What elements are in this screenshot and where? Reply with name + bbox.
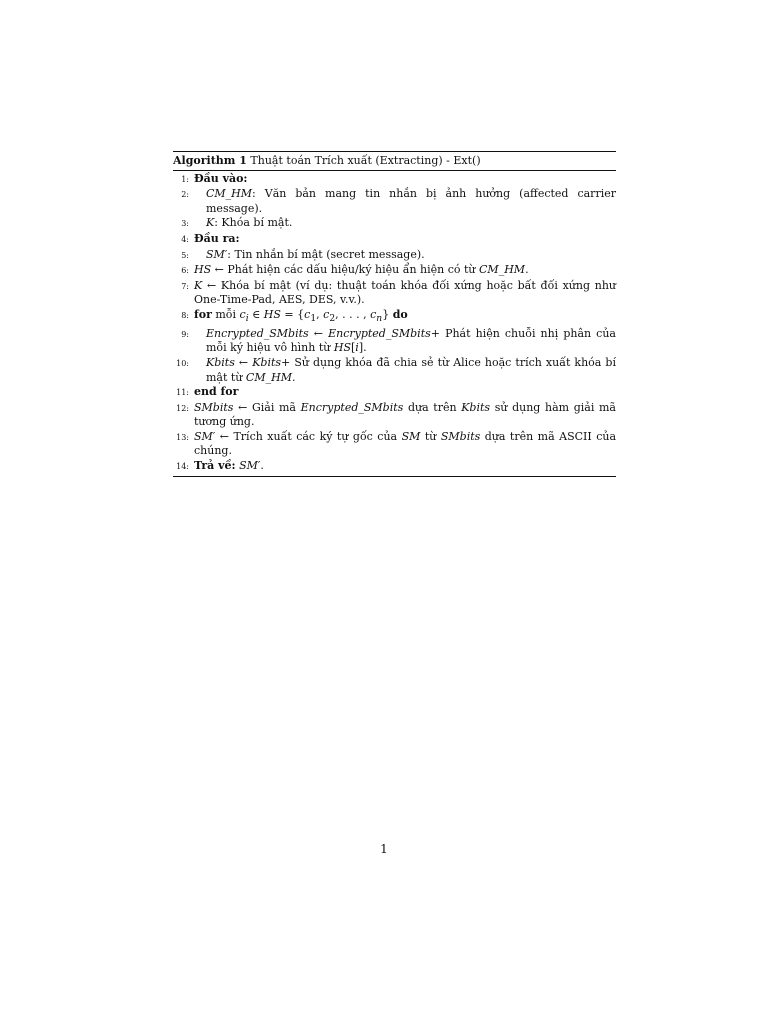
line-number: 9: <box>181 329 189 339</box>
algorithm-line <box>173 248 616 264</box>
page-number: 1 <box>380 842 388 856</box>
bottom-rule <box>173 476 616 477</box>
line-number: 4: <box>181 234 189 244</box>
algorithm-line <box>173 385 616 401</box>
algorithm-line <box>173 308 616 327</box>
line-number: 10: <box>176 358 189 368</box>
line-number: 11: <box>176 388 189 398</box>
algorithm-line <box>173 356 616 385</box>
line-text: K ← Khóa bí mật (ví dụ: thuật toán khóa đối xứng hoặc bất đối xứng như One-Time-Pad, AES, DES, v.v.). <box>194 278 616 307</box>
line-number: 1: <box>181 174 189 184</box>
line-text: Đầu vào: <box>194 171 248 185</box>
line-text: HS ← Phát hiện các dấu hiệu/ký hiệu ẩn hiện có từ CM_HM. <box>194 263 529 277</box>
algorithm-block <box>173 151 616 477</box>
algorithm-line <box>173 172 616 188</box>
algorithm-lines <box>173 171 616 475</box>
line-text: Encrypted_SMbits ← Encrypted_SMbits+ Phát hiện chuỗi nhị phân của mỗi ký hiệu vô hình từ HS[i]. <box>206 326 616 355</box>
line-number: 2: <box>181 190 189 200</box>
line-text: CM_HM: Văn bản mang tin nhắn bị ảnh hưởng (affected carrier message). <box>206 187 616 215</box>
line-number: 14: <box>176 462 189 472</box>
line-number: 5: <box>181 250 189 260</box>
line-number: 6: <box>181 266 189 276</box>
algorithm-line <box>173 279 616 308</box>
line-number: 7: <box>181 281 189 291</box>
line-number: 3: <box>181 219 189 229</box>
algorithm-line <box>173 459 616 475</box>
line-text: for mỗi $c_i$ ∈ HS = {$c_1$, $c_2$, . . . , $c_n$} do <box>194 307 408 325</box>
algorithm-line <box>173 216 616 232</box>
line-text: K: Khóa bí mật. <box>206 216 293 230</box>
algorithm-line <box>173 327 616 356</box>
line-text: end for <box>194 385 239 399</box>
algorithm-line <box>173 263 616 279</box>
line-number: 8: <box>181 310 189 320</box>
line-text: Đầu ra: <box>194 231 240 245</box>
line-text: SM′: Tin nhắn bí mật (secret message). <box>206 247 425 261</box>
line-text: SMbits ← Giải mã Encrypted_SMbits dựa trên Kbits sử dụng hàm giải mã tương ứng. <box>194 400 616 429</box>
algorithm-line <box>173 430 616 459</box>
line-text: Kbits ← Kbits+ Sử dụng khóa đã chia sẻ từ Alice hoặc trích xuất khóa bí mật từ CM_HM. <box>206 355 616 384</box>
line-text: SM′ ← Trích xuất các ký tự gốc của SM từ SMbits dựa trên mã ASCII của chúng. <box>194 429 616 458</box>
algorithm-title: Thuật toán Trích xuất (Extracting) - Ext() <box>250 154 481 167</box>
algorithm-line <box>173 187 616 216</box>
line-number: 13: <box>176 432 189 442</box>
algorithm-label: Algorithm 1 <box>173 154 247 167</box>
algorithm-line <box>173 401 616 430</box>
algorithm-line <box>173 232 616 248</box>
line-number: 12: <box>176 403 189 413</box>
line-text: Trả về: SM′. <box>194 459 264 473</box>
algorithm-caption <box>173 152 616 170</box>
